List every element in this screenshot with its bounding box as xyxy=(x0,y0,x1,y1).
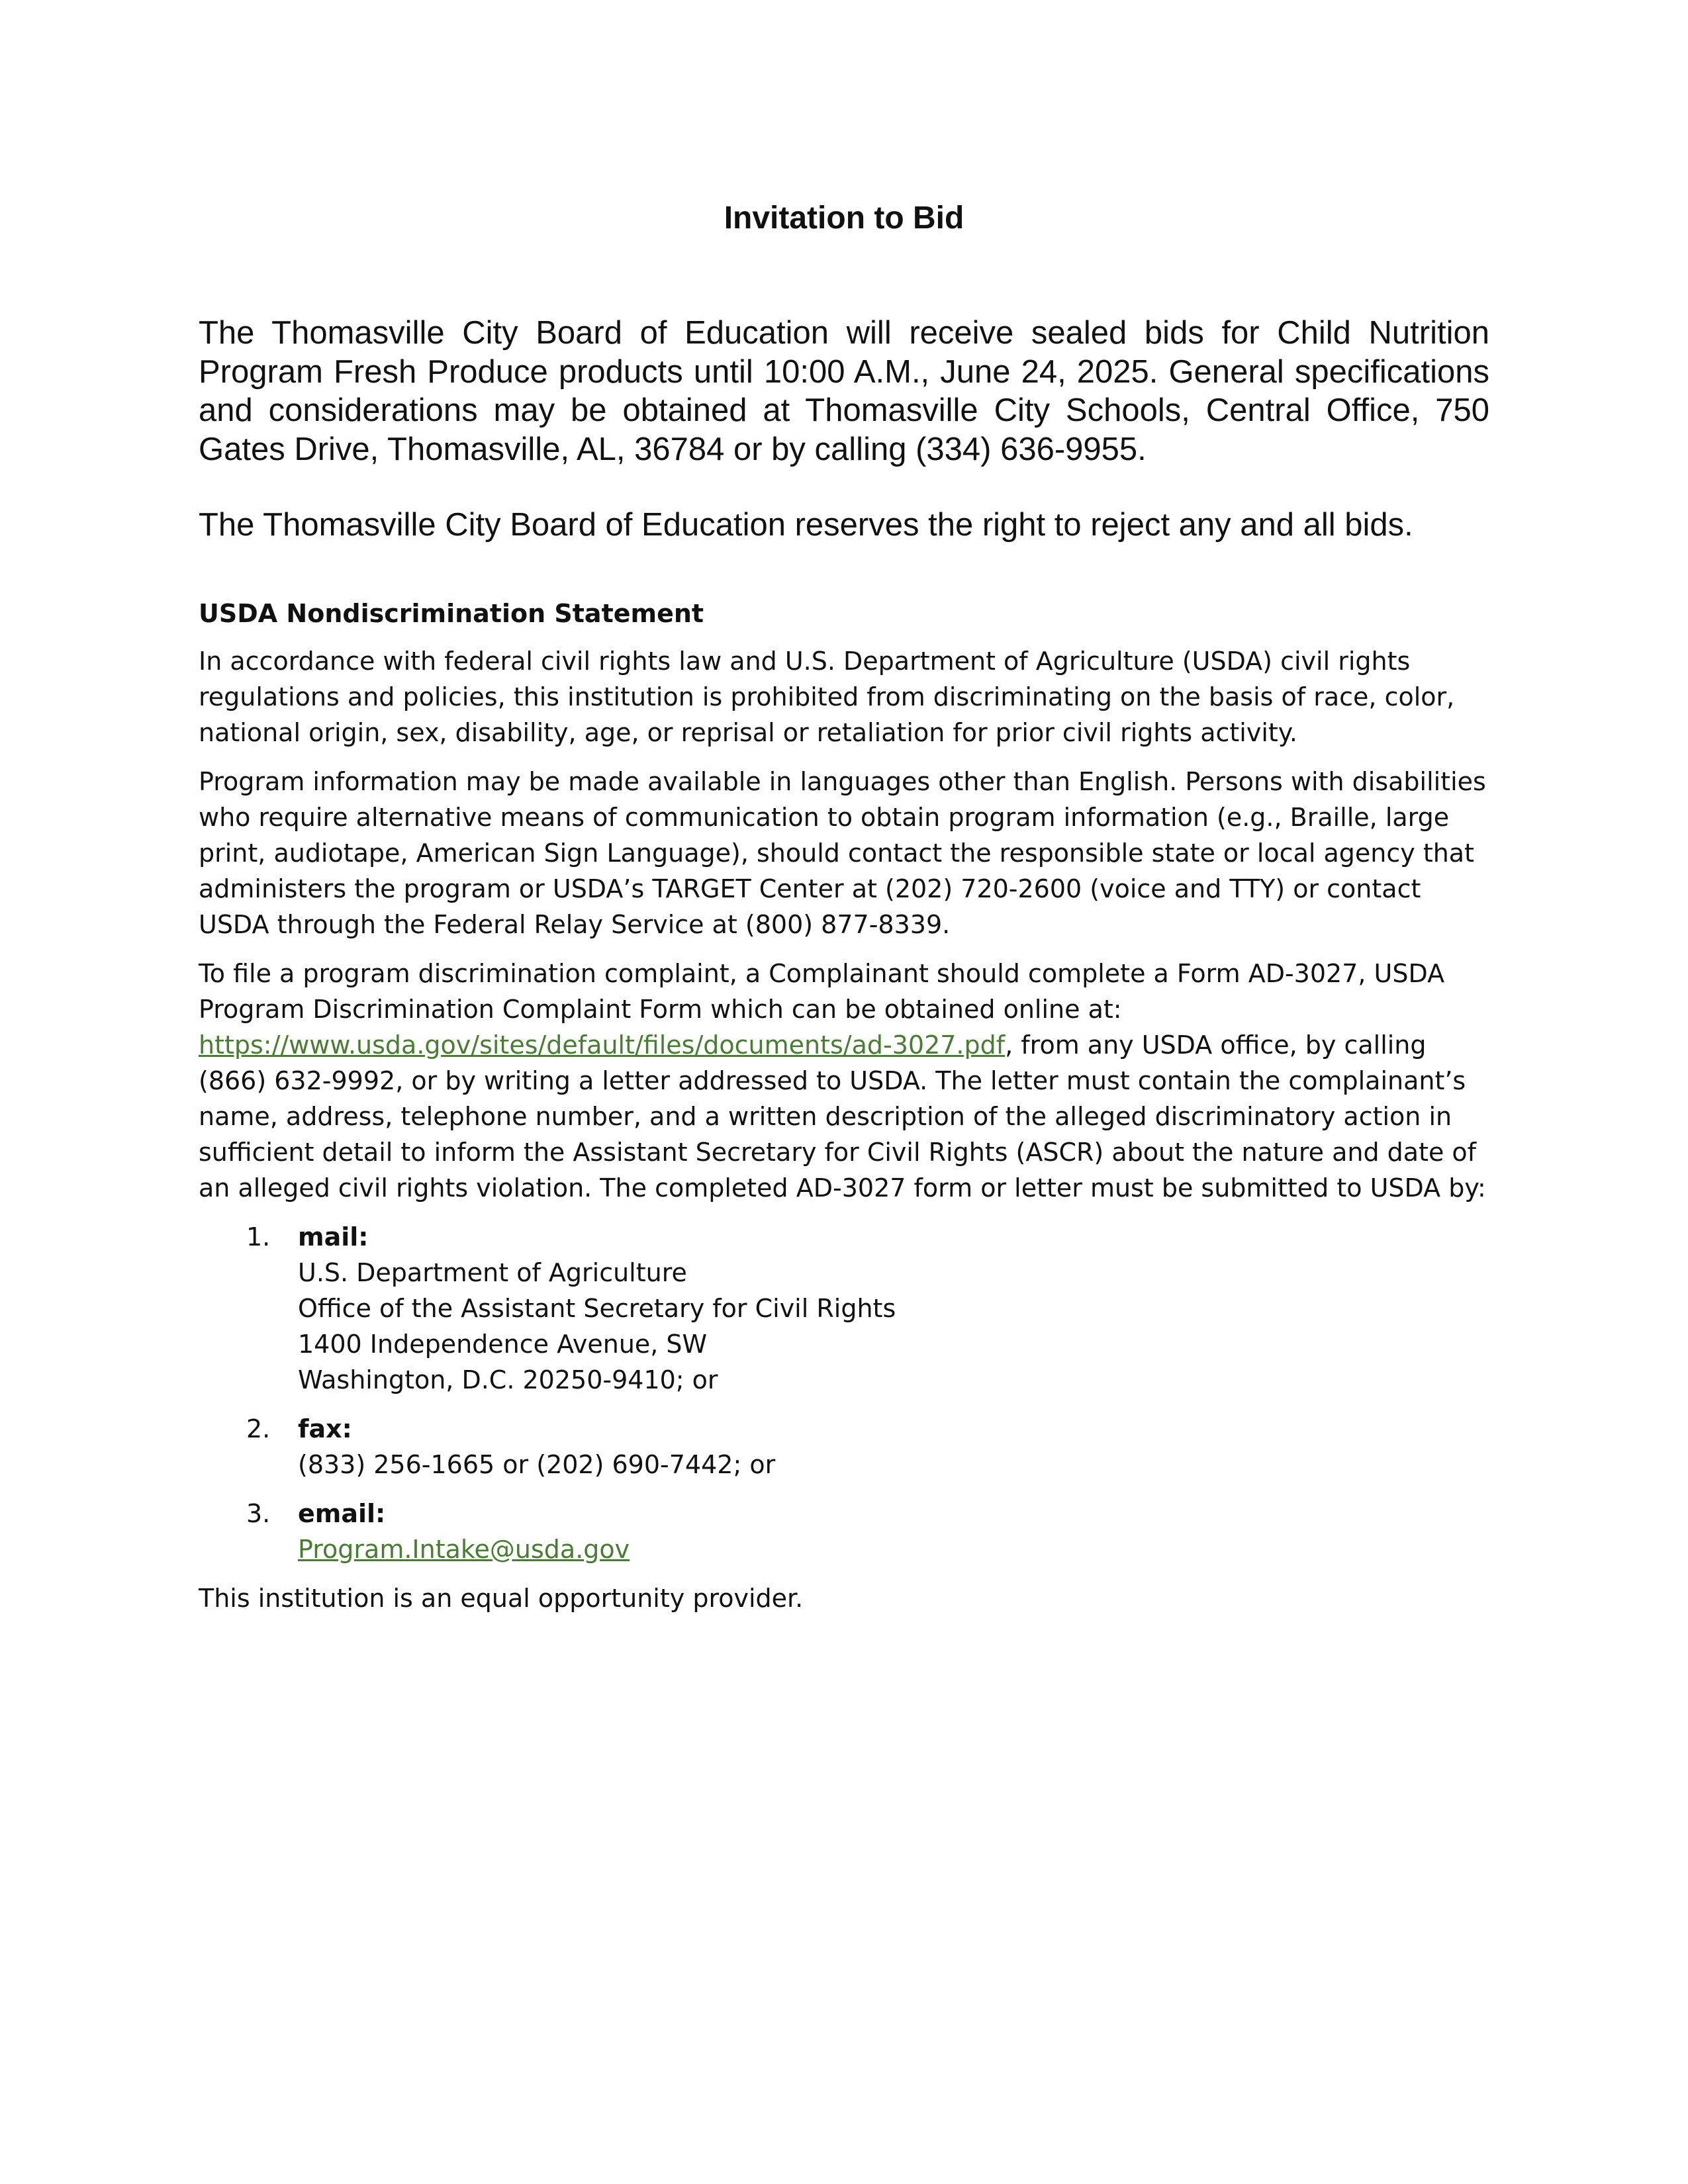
usda-paragraph-complaint xyxy=(199,956,1489,1206)
usda-paragraph-civil-rights: In accordance with federal civil rights law and U.S. Department of Agriculture (USDA) civil rights regulations and policies, this institution is prohibited from discriminating on the basis of race, color, national origin, sex, disability, age, or reprisal or retaliation for prior civil rights activity. xyxy=(199,647,1455,747)
mail-label: mail: xyxy=(298,1222,369,1251)
mail-address-line: 1400 Independence Avenue, SW xyxy=(298,1330,708,1359)
usda-paragraph-program-info: Program information may be made available in languages other than English. Persons with disabilities who require alternative means of communication to obtain program information (e.g., Braille, large print, audiotape, American Sign Language), should contact the responsible state or local agency that administers the program or USDA’s TARGET Center at (202) 720-2600 (voice and TTY) or contact USDA through the Federal Relay Service at (800) 877-8339. xyxy=(199,767,1486,939)
bid-announcement-paragraph: The Thomasville City Board of Education will receive sealed bids for Child Nutrition Program Fresh Produce products until 10:00 A.M., June 24, 2025. General specifications and considerations may be obtained at Thomasville City Schools, Central Office, 750 Gates Drive, Thomasville, AL, 36784 or by calling (334) 636-9955. xyxy=(199,315,1489,467)
submission-methods-list xyxy=(199,1219,1489,1567)
usda-statement-section xyxy=(199,596,1489,1629)
mail-address-line: U.S. Department of Agriculture xyxy=(298,1258,687,1287)
list-item-mail xyxy=(199,1219,1489,1398)
list-item-email xyxy=(199,1496,1489,1567)
reserve-rights-paragraph: The Thomasville City Board of Education reserves the right to reject any and all bids. xyxy=(199,507,1413,543)
mail-address-line: Washington, D.C. 20250-9410; or xyxy=(298,1365,718,1394)
email-label: email: xyxy=(298,1499,386,1528)
equal-opportunity-statement: This institution is an equal opportunity provider. xyxy=(199,1584,804,1613)
page-title: Invitation to Bid xyxy=(724,201,964,236)
email-link[interactable]: Program.Intake@usda.gov xyxy=(298,1535,630,1564)
fax-numbers: (833) 256-1665 or (202) 690-7442; or xyxy=(298,1450,776,1479)
mail-address-line: Office of the Assistant Secretary for Civil Rights xyxy=(298,1294,896,1323)
usda-statement-heading: USDA Nondiscrimination Statement xyxy=(199,599,704,628)
ad-3027-form-link[interactable]: https://www.usda.gov/sites/default/files/documents/ad-3027.pdf xyxy=(199,1030,1006,1060)
fax-label: fax: xyxy=(298,1414,352,1443)
list-number: 1. xyxy=(246,1222,271,1251)
list-item-fax xyxy=(199,1411,1489,1482)
list-number: 2. xyxy=(246,1414,271,1443)
list-number: 3. xyxy=(246,1499,271,1528)
complaint-text-after: , from any USDA office, by calling (866) 632-9992, or by writing a letter addressed to USDA. The letter must contain the complainant’s name, address, telephone number, and a written description of the alleged discriminatory action in sufficient detail to inform the Assistant Secretary for Civil Rights (ASCR) about the nature and date of an alleged civil rights violation. The completed AD-3027 form or letter must be submitted to USDA by: xyxy=(199,1030,1486,1203)
complaint-text-before: To file a program discrimination complaint, a Complainant should complete a Form AD-3027, USDA Program Discrimination Complaint Form which can be obtained online at: xyxy=(199,959,1445,1024)
